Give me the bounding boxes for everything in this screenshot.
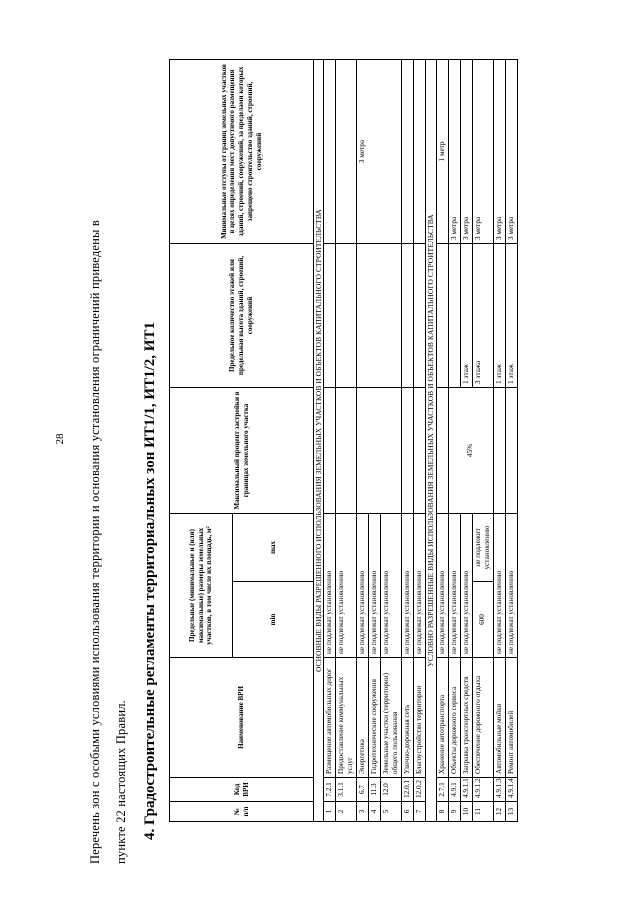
table-row [357,60,369,822]
page-number: 28 [54,433,66,445]
cell-coverage: 45% [448,388,493,514]
cell-code: 4.9.1.3 [493,778,505,802]
regulations-table [169,59,518,822]
cell-size: не подлежат установлению [436,514,448,658]
section-main: ОСНОВНЫЕ ВИДЫ РАЗРЕШЕННОГО ИСПОЛЬЗОВАНИЯ ЗЕМЕЛЬНЫХ УЧАСТКОВ И ОБЪЕКТОВ КАПИТАЛЬНОГО СТРОИТЕЛЬСТВА [314,60,324,822]
cell-code: 11.3 [369,778,381,802]
cell-floors [414,244,426,388]
cell-name: Заправка транспортных средств [460,658,472,778]
cell-coverage [436,388,448,514]
header-min: min [233,582,314,658]
rotated-page-content [80,46,600,876]
cell-num: 10 [460,802,472,822]
cell-code: 7.2.1 [324,778,336,802]
cell-floors [448,244,460,388]
cell-code: 4.9.1.2 [472,778,493,802]
cell-min: 600 [472,582,493,658]
cell-floors: 1 этаж [460,244,472,388]
header-num: № п/п [170,802,314,822]
cell-floors [402,244,414,388]
cell-setback: 1 метр [436,60,448,244]
cell-code: 12.0.1 [402,778,414,802]
cell-size: не подлежат установлению [336,514,357,658]
cell-setback [324,60,336,244]
cell-num: 3 [357,802,369,822]
table-row [402,60,414,822]
cell-num: 7 [414,802,426,822]
cell-floors [436,244,448,388]
cell-size: не подлежат установлению [493,514,505,658]
cell-size: не подлежат установлению [324,514,336,658]
cell-code: 6.7 [357,778,369,802]
cell-setback: 3 метра [493,60,505,244]
cell-name: Автомобильные мойки [493,658,505,778]
cell-name: Благоустройство территории [414,658,426,778]
cell-size: не подлежат установлению [357,514,369,658]
cell-name: Обеспечение дорожного отдыха [472,658,493,778]
cell-num: 4 [369,802,381,822]
cell-coverage [402,388,414,514]
cell-name: Объекты дорожного сервиса [448,658,460,778]
table-row [436,60,448,822]
cell-setback [402,60,414,244]
cell-floors [357,244,402,388]
intro-line-1: Перечень зон с особыми условиями использования территории и основания установления ограничений приведены в [88,219,102,864]
cell-num: 1 [324,802,336,822]
cell-setback: 3 метра [505,60,517,244]
header-code: Код ВРИ [170,778,314,802]
cell-floors [336,244,357,388]
header-floors: Предельное количество этажей или предельная высота зданий, строений, сооружений [170,244,314,388]
cell-code: 4.9.1 [448,778,460,802]
table-row [336,60,357,822]
cell-name: Улично-дорожная сеть [402,658,414,778]
cell-size: не подлежат установлению [460,514,472,658]
cell-coverage [493,388,505,514]
header-max: max [233,514,314,582]
cell-num: 2 [336,802,357,822]
cell-num: 5 [381,802,402,822]
cell-setback: 3 метра [460,60,472,244]
cell-code: 2.7.1 [436,778,448,802]
cell-name: Земельные участки (территории) общего пользования [381,658,402,778]
cell-coverage [414,388,426,514]
header-setbacks: Минимальные отступы от границ земельных участков в целях определения мест допустимого размещения зданий, строений, сооружений, за пределами которых запрещено строительство зданий, строений, сооружений [170,60,314,244]
cell-max: не подлежит установлению [472,514,493,582]
cell-code: 3.1.1 [336,778,357,802]
cell-floors: 3 этажа [472,244,493,388]
cell-code: 12.0 [381,778,402,802]
table-row [324,60,336,822]
section-title: 4. Градостроительные регламенты территориальных зон ИТ1/1, ИТ1/2, ИТ1 [142,322,158,840]
cell-floors [324,244,336,388]
cell-name: Предоставление коммунальных услуг [336,658,357,778]
table-row [505,60,517,822]
cell-floors: 1 этаж [493,244,505,388]
cell-setback: 3 метра [472,60,493,244]
cell-num: 8 [436,802,448,822]
cell-setback [414,60,426,244]
cell-num: 13 [505,802,517,822]
cell-setback [336,60,357,244]
cell-num: 12 [493,802,505,822]
cell-code: 4.9.1.1 [460,778,472,802]
cell-code: 4.9.1.4 [505,778,517,802]
cell-size: не подлежат установлению [369,514,381,658]
cell-name: Размещение автомобильных дорог [324,658,336,778]
header-coverage: Максимальный процент застройки в границах земельного участка [170,388,314,514]
cell-size: не подлежат установлению [402,514,414,658]
table-row [448,60,460,822]
table-row [493,60,505,822]
cell-name: Хранение автотранспорта [436,658,448,778]
cell-size: не подлежат установлению [414,514,426,658]
cell-size: не подлежат установлению [505,514,517,658]
cell-floors: 1 этаж [505,244,517,388]
cell-num: 9 [448,802,460,822]
cell-coverage [336,388,357,514]
table-row [414,60,426,822]
cell-num: 11 [472,802,493,822]
cell-name: Энергетика [357,658,369,778]
cell-coverage [324,388,336,514]
header-size-group: Предельные (минимальные и (или) максимальные) размеры земельных участков, в том числе их площадь, м² [170,514,233,658]
cell-coverage [357,388,402,514]
cell-name: Гидротехнические сооружения [369,658,381,778]
intro-paragraph [82,54,134,864]
cell-name: Ремонт автомобилей [505,658,517,778]
cell-size: не подлежат установлению [381,514,402,658]
cell-code: 12.0.2 [414,778,426,802]
cell-setback: 3 метра [448,60,460,244]
cell-coverage [505,388,517,514]
section-conditional: УСЛОВНО РАЗРЕШЕННЫЕ ВИДЫ ИСПОЛЬЗОВАНИЯ ЗЕМЕЛЬНЫХ УЧАСТКОВ И ОБЪЕКТОВ КАПИТАЛЬНОГО СТРОИТЕЛЬСТВА [426,60,436,822]
intro-line-2: пункте 22 настоящих Правил. [114,699,128,864]
cell-setback: 3 метра [357,60,402,244]
header-name: Наименование ВРИ [170,658,314,778]
cell-num: 6 [402,802,414,822]
cell-size: не подлежат установлению [448,514,460,658]
